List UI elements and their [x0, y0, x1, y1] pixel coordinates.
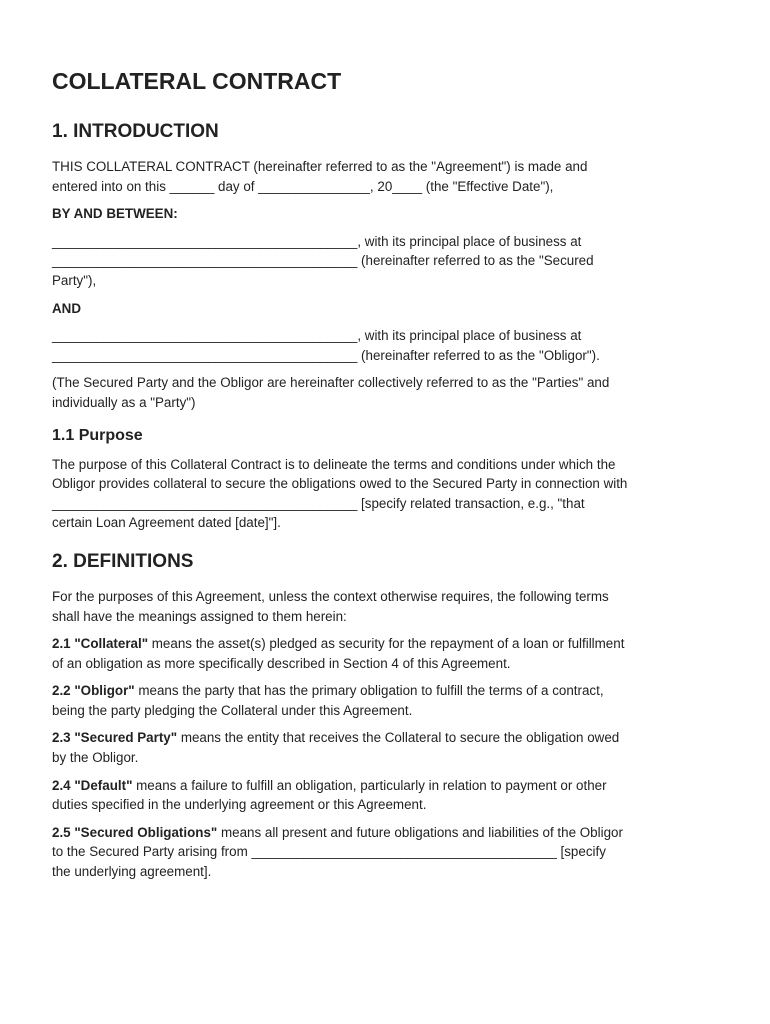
between-label: BY AND BETWEEN: — [52, 206, 178, 222]
party-1-line-3: Party"), — [52, 272, 97, 288]
definition-text-line-2: of an obligation as more specifically described in Section 4 of this Agreement. — [52, 655, 511, 671]
party-2-line-2: _________________________________________ (hereinafter referred to as the "Obligor"). — [52, 347, 600, 363]
intro-line-1: THIS COLLATERAL CONTRACT (hereinafter referred to as the "Agreement") is made and — [52, 159, 588, 174]
definition-text-line-1: means a failure to fulfill an obligation, particularly in relation to payment or other — [132, 777, 607, 793]
definition-term: 2.4 "Default" — [52, 777, 133, 793]
purpose-line-1: The purpose of this Collateral Contract is to delineate the terms and conditions under which the — [52, 456, 616, 472]
definition-secured-obligations — [52, 823, 724, 882]
document-title: COLLATERAL CONTRACT — [52, 68, 342, 94]
definition-text-line-1: means the entity that receives the Collateral to secure the obligation owed — [177, 730, 620, 746]
definition-text-line-2: by the Obligor. — [52, 750, 139, 766]
party-1-line-1: _________________________________________, with its principal place of business at — [52, 233, 582, 249]
definition-text-line-2: being the party pledging the Collateral under this Agreement. — [52, 702, 413, 718]
intro-line-2: entered into on this ______ day of _______________, 20____ (the "Effective Date"), — [52, 178, 554, 194]
purpose-paragraph — [52, 455, 724, 533]
purpose-line-4: certain Loan Agreement dated [date]"]. — [52, 515, 281, 531]
definition-collateral — [52, 634, 724, 673]
definition-text-line-1: means the asset(s) pledged as security for the repayment of a loan or fulfillment — [148, 636, 625, 652]
party-2-paragraph — [52, 326, 724, 365]
collective-line-2: individually as a "Party") — [52, 394, 196, 410]
purpose-line-3: _________________________________________ [specify related transaction, e.g., "that — [52, 495, 585, 511]
definition-term: 2.3 "Secured Party" — [52, 730, 178, 746]
definitions-intro-line-2: shall have the meanings assigned to them herein: — [52, 608, 347, 624]
definition-text-line-2: duties specified in the underlying agreement or this Agreement. — [52, 797, 427, 813]
definition-obligor — [52, 681, 724, 720]
party-1-paragraph — [52, 232, 724, 291]
definition-text-line-1: means the party that has the primary obligation to fulfill the terms of a contract, — [134, 683, 604, 699]
definitions-intro-line-1: For the purposes of this Agreement, unless the context otherwise requires, the following terms — [52, 588, 609, 604]
definitions-intro — [52, 587, 724, 626]
and-label: AND — [52, 300, 82, 316]
party-2-line-1: _________________________________________, with its principal place of business at — [52, 328, 582, 344]
purpose-line-2: Obligor provides collateral to secure the obligations owed to the Secured Party in connection with — [52, 476, 628, 492]
intro-paragraph — [52, 157, 724, 196]
section-2-heading: 2. DEFINITIONS — [52, 550, 194, 572]
definition-term: 2.2 "Obligor" — [52, 683, 135, 699]
definition-secured-party — [52, 728, 724, 767]
collective-paragraph — [52, 373, 724, 412]
party-1-line-2: _________________________________________ (hereinafter referred to as the "Secured — [52, 253, 594, 269]
definition-default — [52, 776, 724, 815]
definition-term: 2.1 "Collateral" — [52, 636, 149, 652]
definition-text-line-1: means all present and future obligations and liabilities of the Obligor — [217, 824, 623, 840]
purpose-heading: 1.1 Purpose — [52, 426, 143, 444]
document-page — [52, 68, 724, 890]
definition-text-line-2: to the Secured Party arising from _________________________________________ [specify — [52, 844, 606, 860]
collective-line-1: (The Secured Party and the Obligor are hereinafter collectively referred to as the "Parties" and — [52, 375, 610, 391]
section-1-heading: 1. INTRODUCTION — [52, 121, 219, 142]
definition-text-line-3: the underlying agreement]. — [52, 864, 212, 880]
definition-term: 2.5 "Secured Obligations" — [52, 824, 218, 840]
